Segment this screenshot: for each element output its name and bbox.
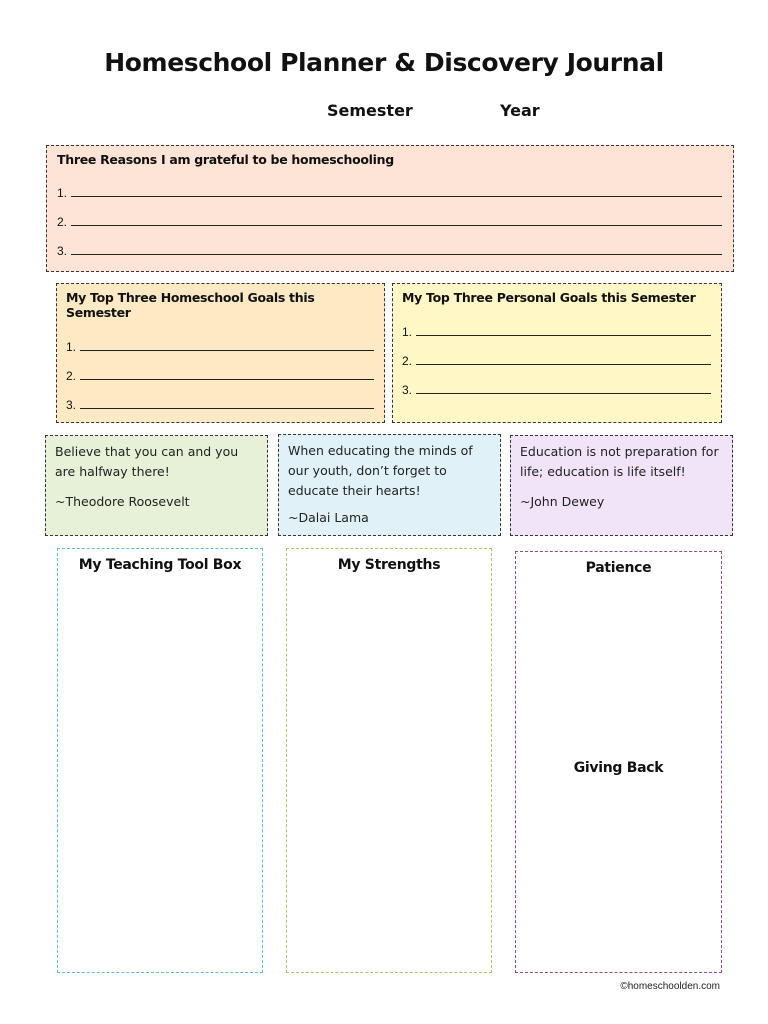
personal-goal-line-3[interactable]: [402, 368, 711, 397]
line-number: 1.: [57, 186, 68, 200]
line-number: 2.: [66, 369, 77, 383]
quote-box-roosevelt: [45, 435, 268, 536]
giving-back-title: Giving Back: [573, 760, 664, 776]
grateful-line-3[interactable]: [57, 229, 722, 258]
quote-text: Education is not preparation for life; education is life itself!: [520, 444, 719, 479]
personal-goal-line-2[interactable]: [402, 339, 711, 368]
quote-text: Believe that you can and you are halfway there!: [55, 444, 239, 479]
patience-column[interactable]: [515, 551, 722, 973]
line-number: 2.: [57, 215, 68, 229]
write-line: [416, 334, 711, 336]
homeschool-goal-line-3[interactable]: [66, 383, 374, 412]
line-number: 3.: [66, 398, 77, 412]
line-number: 3.: [402, 383, 413, 397]
strengths-title: My Strengths: [337, 557, 441, 573]
write-line: [416, 363, 711, 365]
homeschool-goals-title: My Top Three Homeschool Goals this Semester: [66, 290, 315, 320]
strengths-column[interactable]: [286, 548, 492, 973]
teaching-toolbox-title: My Teaching Tool Box: [78, 557, 242, 573]
personal-goal-line-1[interactable]: [402, 310, 711, 339]
personal-goals-box: [392, 283, 722, 423]
quote-author: ~Theodore Roosevelt: [55, 494, 190, 509]
write-line: [80, 407, 374, 409]
grateful-box: [46, 145, 734, 272]
write-line: [71, 224, 722, 226]
write-line: [71, 195, 722, 197]
grateful-title: Three Reasons I am grateful to be homeschooling: [57, 152, 394, 167]
line-number: 1.: [402, 325, 413, 339]
line-number: 2.: [402, 354, 413, 368]
homeschool-goal-line-2[interactable]: [66, 354, 374, 383]
semester-label: Semester: [327, 101, 413, 120]
quote-author: ~Dalai Lama: [288, 510, 369, 525]
teaching-toolbox-column[interactable]: [57, 548, 263, 973]
quote-text: When educating the minds of our youth, don’t forget to educate their hearts!: [288, 443, 473, 498]
homeschool-goal-line-1[interactable]: [66, 325, 374, 354]
grateful-line-2[interactable]: [57, 200, 722, 229]
homeschool-goals-box: [56, 283, 385, 423]
write-line: [80, 349, 374, 351]
year-label: Year: [500, 101, 540, 120]
grateful-line-1[interactable]: [57, 171, 722, 200]
patience-title: Patience: [585, 560, 652, 576]
write-line: [80, 378, 374, 380]
quote-box-dewey: [510, 435, 733, 536]
line-number: 3.: [57, 244, 68, 258]
quote-box-dalai-lama: [278, 434, 501, 536]
personal-goals-title: My Top Three Personal Goals this Semester: [402, 290, 696, 305]
write-line: [416, 392, 711, 394]
page-title: Homeschool Planner & Discovery Journal: [104, 48, 664, 77]
copyright-text: ©homeschoolden.com: [620, 981, 720, 992]
write-line: [71, 253, 722, 255]
line-number: 1.: [66, 340, 77, 354]
quote-author: ~John Dewey: [520, 494, 605, 509]
